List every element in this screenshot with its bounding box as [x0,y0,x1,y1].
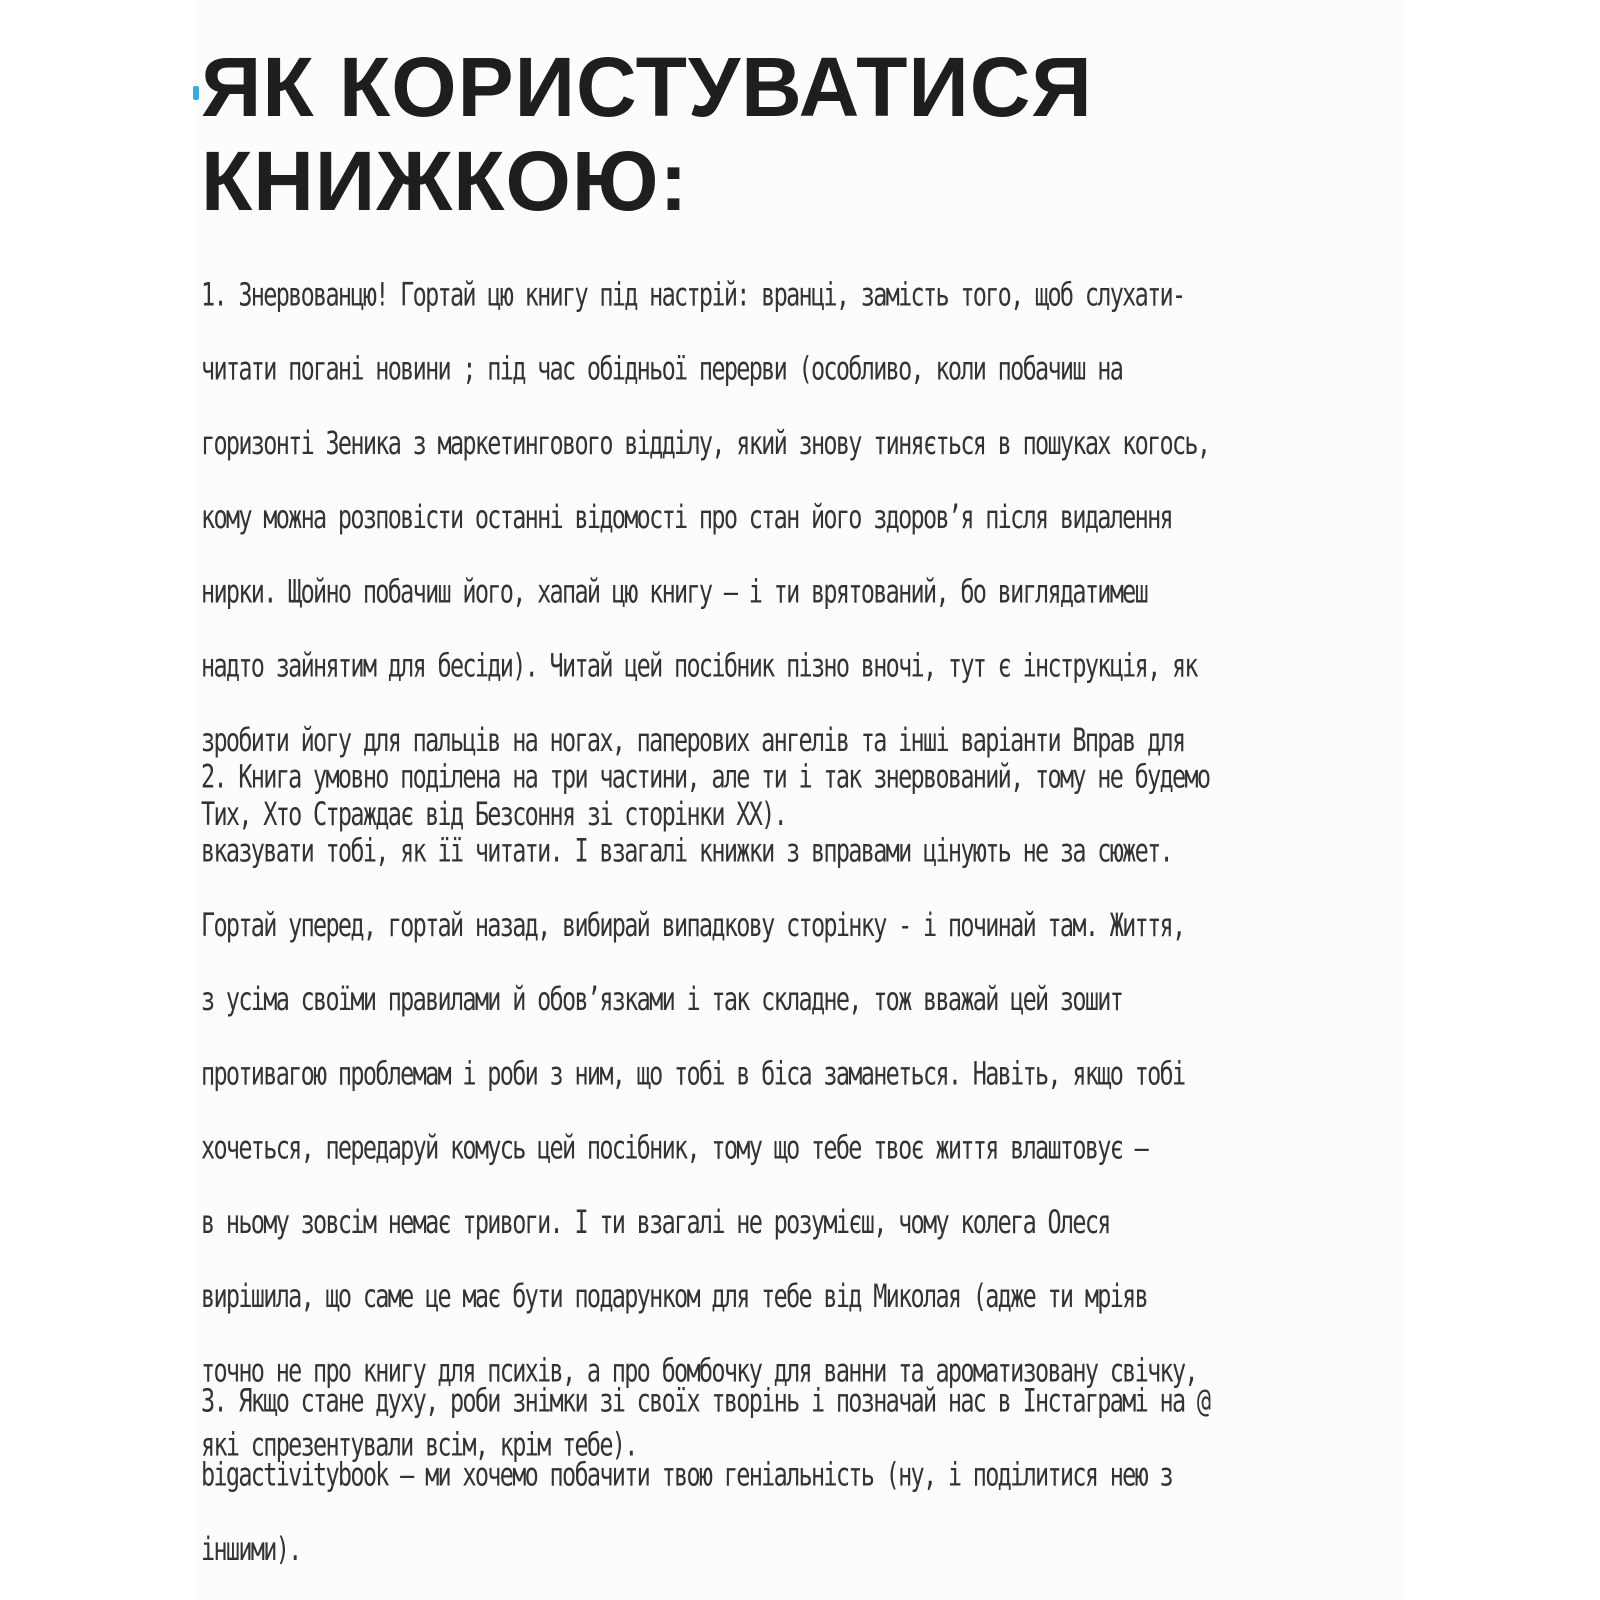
paragraph-line: Тих, Хто Страждає від Безсоння зі сторінки ХХ). [201,795,787,834]
paragraph-line: з усіма своїми правилами й обов’язками і так складне, тож вважай цей зошит [201,980,1123,1019]
paragraph-line: 1. Знервованцю! Гортай цю книгу під настрій: вранці, замість того, щоб слухати- [201,275,1185,314]
paragraph-line: 2. Книга умовно поділена на три частини, але ти і так знервований, тому не будемо [201,757,1210,796]
paragraph-line: в ньому зовсім немає тривоги. І ти взагалі не розумієш, чому колега Олеся [201,1203,1110,1241]
paragraph-line: зробити йогу для пальців на ногах, паперових ангелів та інші варіанти Вправ для [201,721,1185,759]
paragraph-line: іншими). [201,1530,301,1568]
title-accent-mark [193,86,199,100]
paragraph-line: вказувати тобі, як її читати. І взагалі книжки з вправами цінують не за сюжет. [201,831,1172,870]
paragraph-line: bigactivitybook – ми хочемо побачити твою геніальність (ну, і поділитися нею з [201,1455,1172,1494]
page-title [201,40,1201,228]
paragraph-line: кому можна розповісти останні відомості про стан його здоров’я після видалення [201,498,1172,537]
paragraph-line: горизонті Зеника з маркетингового відділу, який знову тиняється в пошуках когось, [201,424,1210,462]
paragraph-line: надто зайнятим для бесіди). Читай цей посібник пізно вночі, тут є інструкція, як [201,646,1197,685]
paragraph-line: 3. Якщо стане духу, роби знімки зі своїх творінь і позначай нас в Інстаграмі на @ [201,1381,1210,1420]
paragraph-3 [201,1364,1341,1587]
paragraph-line: нирки. Щойно побачиш його, хапай цю книгу – і ти врятований, бо виглядатимеш [201,572,1148,611]
paragraph-line: точно не про книгу для психів, а про бомбочку для ванни та ароматизовану свічку, [201,1351,1197,1390]
paragraph-line: хочеться, передаруй комусь цей посібник, тому що тебе твоє життя влаштовує – [201,1128,1148,1167]
title-line-1: ЯК КОРИСТУВАТИСЯ [201,40,1093,134]
paragraph-line: противагою проблемам і роби з ним, що тобі в біса заманеться. Навіть, якщо тобі [201,1054,1185,1093]
paragraph-line: які спрезентували всім, крім тебе). [201,1425,637,1464]
paragraph-line: Гортай уперед, гортай назад, вибирай випадкову сторінку - і починай там. Життя, [201,906,1185,944]
paragraph-line: вирішила, що саме це має бути подарунком для тебе від Миколая (адже ти мріяв [201,1277,1148,1316]
title-line-2: КНИЖКОЮ: [201,134,689,228]
paragraph-line: читати погані новини ; під час обідньої перерви (особливо, коли побачиш на [201,349,1123,388]
